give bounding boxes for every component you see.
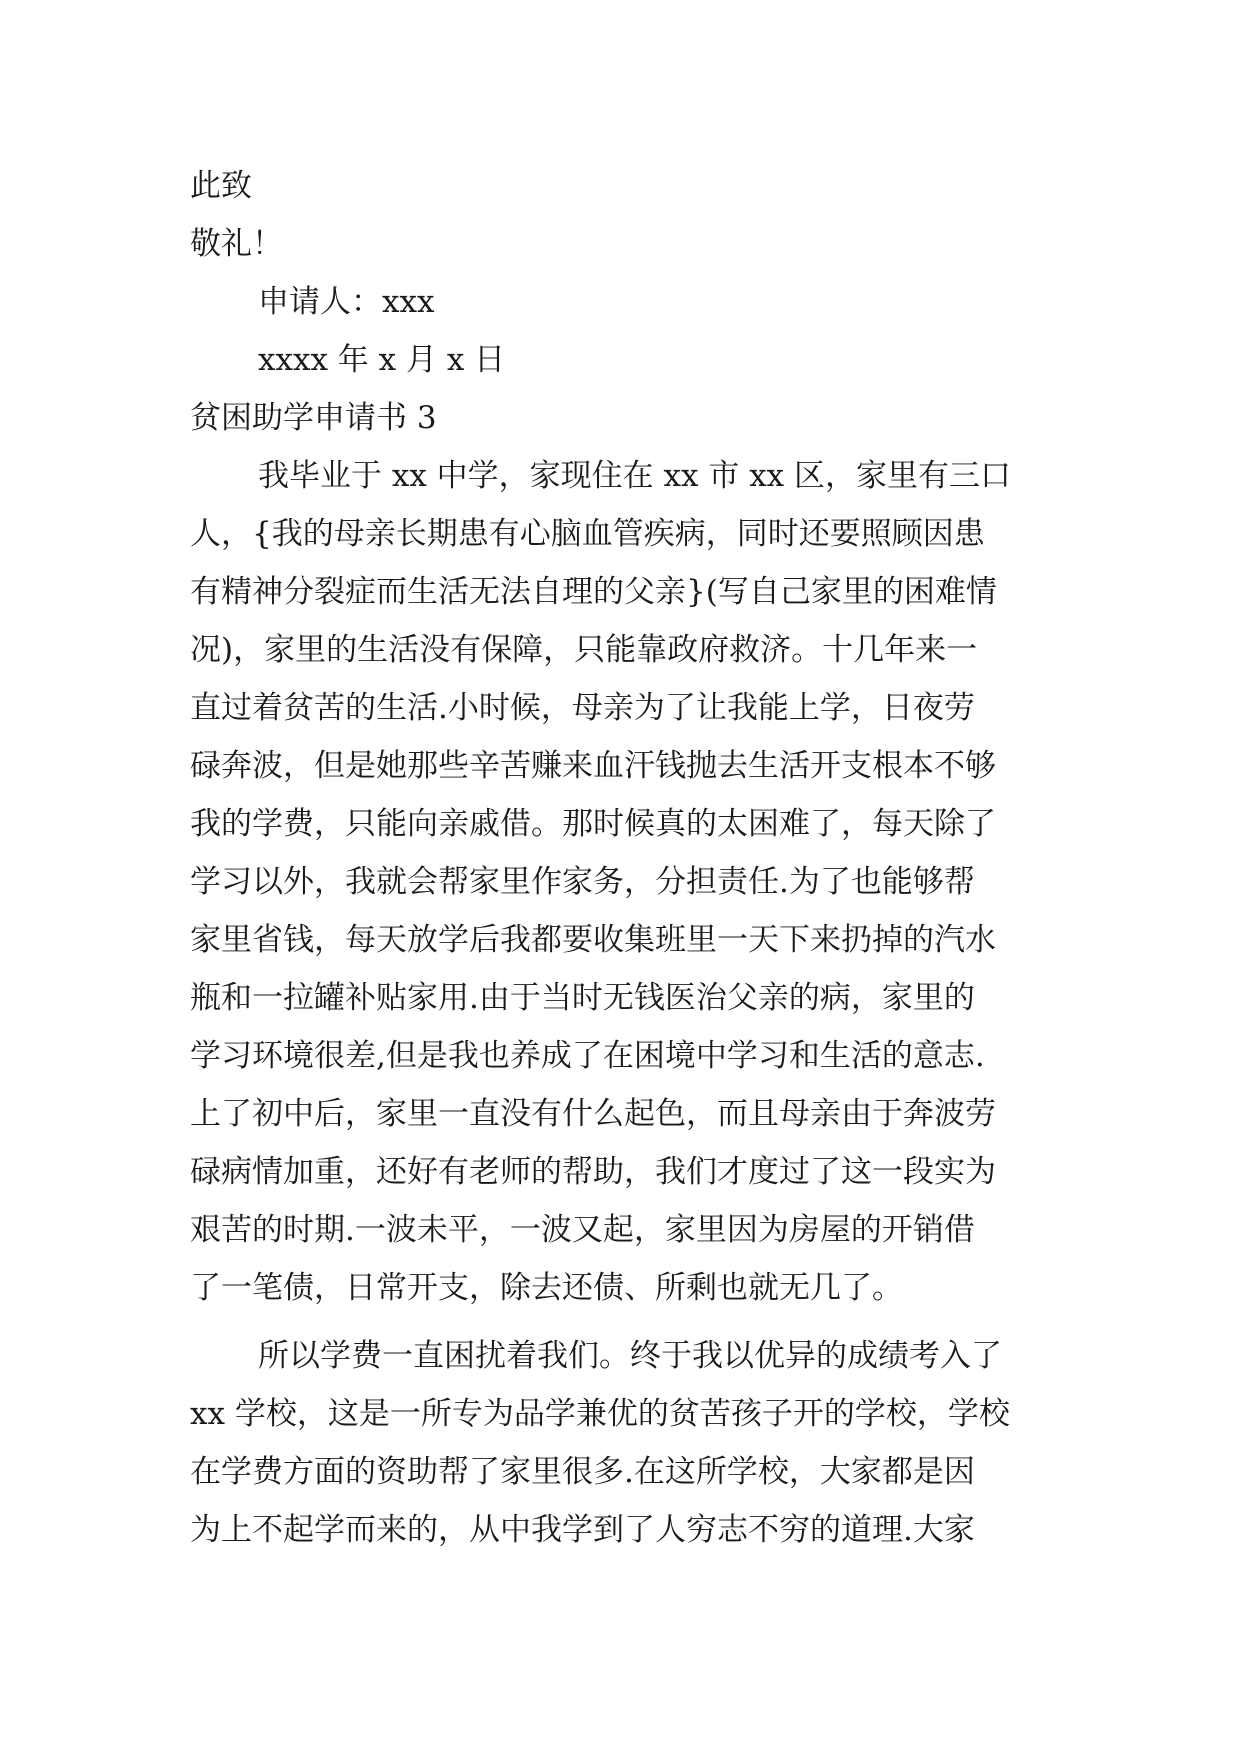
body-line: 为上不起学而来的，从中我学到了人穷志不穷的道理.大家: [190, 1512, 975, 1548]
closing-line-2: 敬礼！: [190, 226, 283, 262]
body-line: 碌病情加重，还好有老师的帮助，我们才度过了这一段实为: [190, 1154, 996, 1190]
body-line: 学习以外，我就会帮家里作家务，分担责任.为了也能够帮: [190, 864, 975, 900]
signature-date: xxxx 年 x 月 x 日: [258, 342, 506, 378]
body-line: 了一笔债，日常开支，除去还债、所剩也就无几了。: [190, 1270, 903, 1306]
body-line: 人，{我的母亲长期患有心脑血管疾病，同时还要照顾因患: [190, 516, 985, 552]
body-line: 碌奔波，但是她那些辛苦赚来血汗钱抛去生活开支根本不够: [190, 748, 996, 784]
applicant-signature: 申请人：xxx: [258, 284, 435, 320]
body-line: 直过着贫苦的生活.小时候，母亲为了让我能上学，日夜劳: [190, 690, 975, 726]
body-line: 所以学费一直困扰着我们。终于我以优异的成绩考入了: [258, 1338, 1002, 1374]
body-line: 我毕业于 xx 中学，家现住在 xx 市 xx 区，家里有三口: [258, 458, 1012, 494]
body-line: 况)，家里的生活没有保障，只能靠政府救济。十几年来一: [190, 632, 978, 668]
body-line: 学习环境很差,但是我也养成了在困境中学习和生活的意志.: [190, 1038, 985, 1074]
body-line: xx 学校，这是一所专为品学兼优的贫苦孩子开的学校，学校: [190, 1396, 1010, 1432]
body-line: 艰苦的时期.一波未平，一波又起，家里因为房屋的开销借: [190, 1212, 975, 1248]
body-line: 我的学费，只能向亲戚借。那时候真的太困难了，每天除了: [190, 806, 996, 842]
body-line: 在学费方面的资助帮了家里很多.在这所学校，大家都是因: [190, 1454, 975, 1490]
section-title: 贫困助学申请书 3: [190, 400, 437, 436]
body-line: 上了初中后，家里一直没有什么起色，而且母亲由于奔波劳: [190, 1096, 996, 1132]
closing-line-1: 此致: [190, 168, 252, 204]
body-line: 有精神分裂症而生活无法自理的父亲}(写自己家里的困难情: [190, 574, 997, 610]
body-line: 家里省钱，每天放学后我都要收集班里一天下来扔掉的汽水: [190, 922, 996, 958]
body-line: 瓶和一拉罐补贴家用.由于当时无钱医治父亲的病，家里的: [190, 980, 975, 1016]
